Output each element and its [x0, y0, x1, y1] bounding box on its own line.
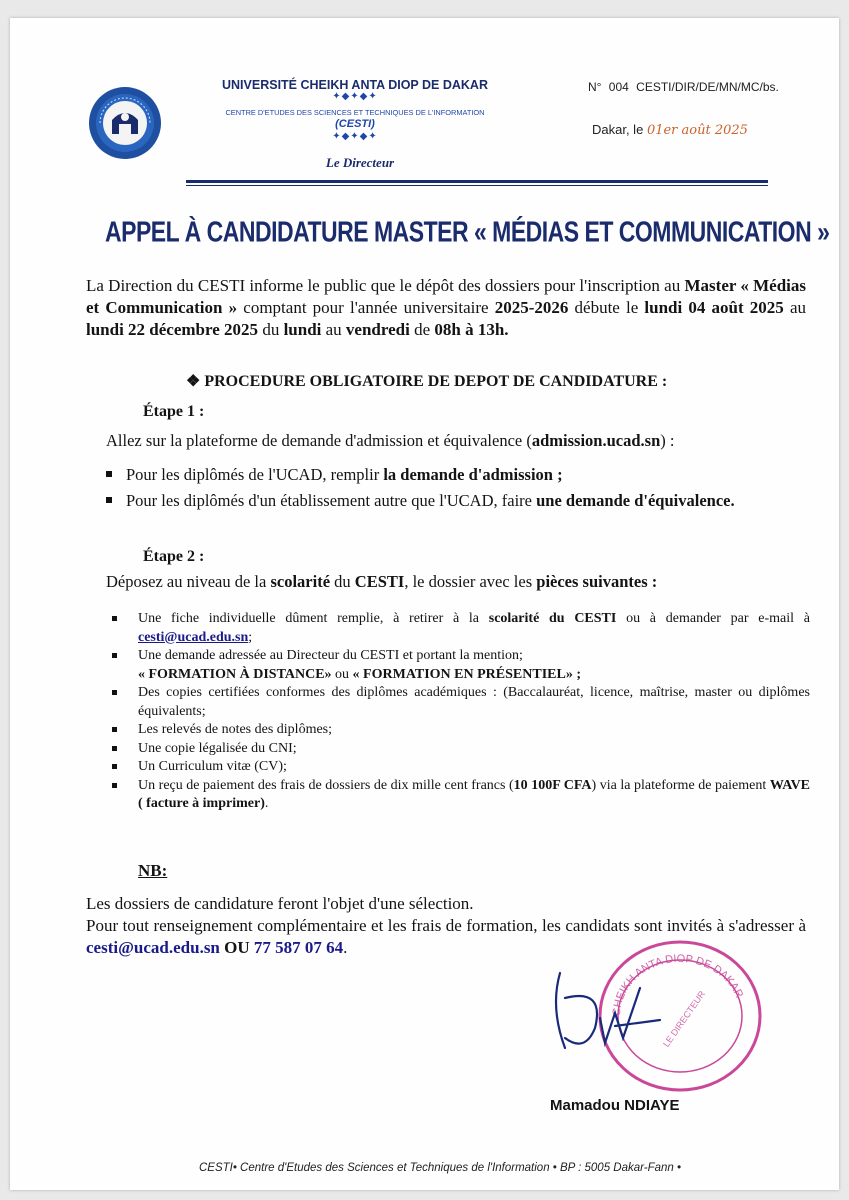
- university-logo-icon: [88, 86, 162, 160]
- header-divider: [186, 180, 768, 183]
- etape-2-text: Déposez au niveau de la scolarité du CESTI, le dossier avec les pièces suivantes :: [106, 572, 658, 591]
- page-footer: CESTI• Centre d'Etudes des Sciences et Techniques de l'Information • BP : 5005 Dakar-Fann •: [198, 1162, 682, 1174]
- procedure-heading: ❖ PROCEDURE OBLIGATOIRE DE DEPOT DE CANDIDATURE :: [186, 373, 668, 390]
- svg-text:CHEIKH ANTA DIOP DE DAKAR: CHEIKH ANTA DIOP DE DAKAR: [610, 952, 746, 1017]
- etape-1-bullet-2: Pour les diplômés d'un établissement autre que l'UCAD, faire une demande d'équivalence.: [106, 490, 812, 511]
- signatory-name: Mamadou NDIAYE: [550, 1097, 680, 1114]
- page-title: APPEL À CANDIDATURE MASTER « MÉDIAS ET COMMUNICATION »: [105, 215, 830, 248]
- date-prefix: Dakar, le: [592, 122, 644, 137]
- list-item: Un reçu de paiement des frais de dossiers de dix mille cent francs (10 100F CFA) via la plateforme de paiement WAVE ( facture à imprimer).: [110, 777, 810, 814]
- etape-1-text: Allez sur la plateforme de demande d'admission et équivalence (admission.ucad.sn) :: [106, 431, 675, 450]
- list-item: Une copie légalisée du CNI;: [110, 740, 810, 759]
- list-item: Une fiche individuelle dûment remplie, à retirer à la scolarité du CESTI ou à demander par e-mail à cesti@ucad.edu.sn;: [110, 610, 810, 647]
- letter-page: [10, 18, 839, 1190]
- list-item: Les relevés de notes des diplômes;: [110, 721, 810, 740]
- bullet-icon: [112, 616, 117, 621]
- university-name: UNIVERSITÉ CHEIKH ANTA DIOP DE DAKAR: [222, 78, 488, 92]
- email-link[interactable]: cesti@ucad.edu.sn: [138, 629, 249, 645]
- contact-phone: 77 587 07 64: [253, 938, 344, 957]
- list-item: Un Curriculum vitæ (CV);: [110, 758, 810, 777]
- bullet-icon: [112, 764, 117, 769]
- etape-1-label: Étape 1 :: [143, 403, 205, 420]
- admission-link[interactable]: admission.ucad.sn: [531, 431, 661, 450]
- header-divider-thin: [186, 185, 768, 186]
- ornament-bottom: ✦◆✦◆✦: [332, 131, 378, 142]
- bullet-icon: [106, 497, 112, 503]
- bullet-icon: [106, 471, 112, 477]
- directeur-label: Le Directeur: [325, 155, 395, 170]
- bullet-icon: [112, 690, 117, 695]
- bullet-icon: [112, 783, 117, 788]
- signature-icon: [545, 968, 665, 1058]
- list-item: Des copies certifiées conformes des diplômes académiques : (Baccalauréat, licence, maîtrise, master ou diplômes équivalents;: [110, 684, 810, 721]
- etape-1-bullet-1: Pour les diplômés de l'UCAD, remplir la demande d'admission ;: [106, 464, 812, 485]
- bullet-icon: [112, 746, 117, 751]
- nb-paragraph: Les dossiers de candidature feront l'objet d'une sélection. Pour tout renseignement complémentaire et les frais de formation, les candidats sont invités à s'adresser à cesti@ucad.edu.sn OU 77 587 07 64.: [86, 894, 806, 957]
- centre-acronym: (CESTI): [335, 118, 375, 130]
- bullet-icon: [112, 727, 117, 732]
- centre-name: CENTRE D'ETUDES DES SCIENCES ET TECHNIQUES DE L'INFORMATION: [225, 108, 485, 117]
- pieces-list: [110, 610, 810, 814]
- date-value: 01er août 2025: [646, 123, 748, 138]
- letter-date: [592, 122, 748, 138]
- etape-2-label: Étape 2 :: [143, 548, 205, 565]
- nb-label: NB:: [138, 861, 168, 880]
- bullet-icon: [112, 653, 117, 658]
- svg-text:LE DIRECTEUR: LE DIRECTEUR: [661, 988, 708, 1049]
- ornament-top: ✦◆✦◆✦: [332, 91, 378, 102]
- list-item: Une demande adressée au Directeur du CESTI et portant la mention; « FORMATION À DISTANCE» ou « FORMATION EN PRÉSENTIEL» ;: [110, 647, 810, 684]
- intro-paragraph: La Direction du CESTI informe le public que le dépôt des dossiers pour l'inscription au Master « Médias et Communication » comptant pour l'année universitaire 2025-2026 débute le lundi 04 août 2025 au lundi 22 décembre 2025 du lundi au vendredi de 08h à 13h.: [86, 276, 807, 339]
- reference-number: N° 004 CESTI/DIR/DE/MN/MC/bs.: [588, 80, 779, 94]
- contact-email-link[interactable]: cesti@ucad.edu.sn: [86, 938, 220, 957]
